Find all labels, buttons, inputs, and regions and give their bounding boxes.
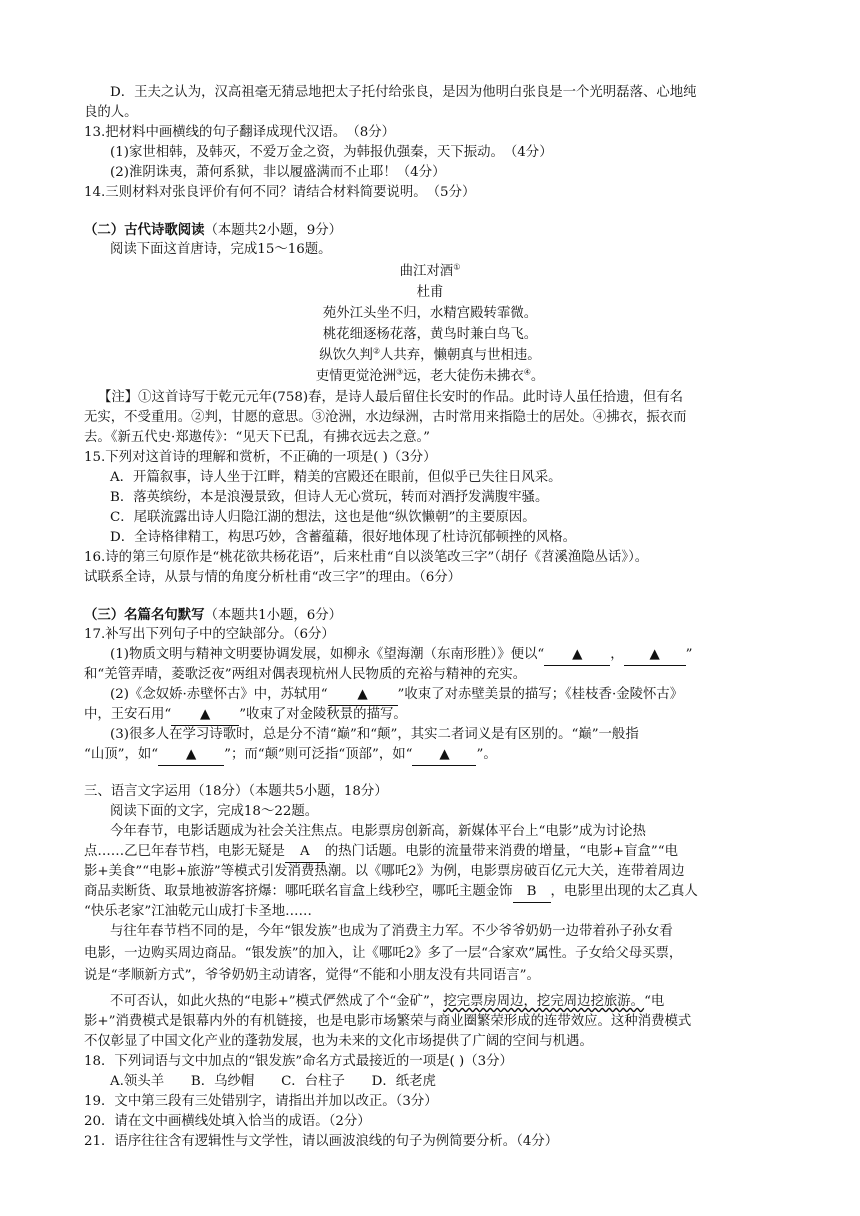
passage-p1-line3: 影+美食”“电影+旅游”等模式引发消费热潮。以《哪吒2》为例，电影票房破百亿元大关，连带着周边 — [84, 864, 685, 879]
poem-line-3-part-b: 人共弃，懒朝真与世相违。 — [380, 348, 541, 363]
passage-p1-line2 — [84, 842, 678, 863]
section-2-title: （二）古代诗歌阅读 — [84, 222, 205, 238]
section-3-note: （本题共1小题，6分） — [204, 608, 343, 623]
section-3-title: （三）名篇名句默写 — [84, 607, 205, 623]
q17-item-3-line2 — [84, 745, 497, 766]
poem-line-4-part-b: 远，老大徒伤未拂衣 — [403, 369, 524, 384]
poem-line-3 — [0, 346, 860, 366]
q17-item-2-line2 — [84, 705, 407, 726]
passage-p2-line1: 与往年春节档不同的是，今年“银发族”也成为了消费主力军。不少爷爷奶奶一边带着孙子孙女看 — [110, 924, 673, 939]
q15-stem: 15.下列对这首诗的理解和赏析，不正确的一项是( )（3分） — [84, 450, 437, 465]
passage-p3-line2: 影+”消费模式是银幕内外的有机链接，也是电影市场繁荣与商业圈繁荣形成的连带效应。这种消费模式 — [84, 1014, 692, 1029]
q17-item-3-text-c: ”；而“颠”则可泛指“顶部”，如“ — [224, 747, 413, 762]
poem-line-4-part-a: 吏情更觉沧洲 — [315, 369, 397, 384]
q17-item-1-line1 — [110, 645, 692, 666]
poem-note-line1: 【注】①这首诗写于乾元元年(758)春，是诗人最后留住长安时的作品。此时诗人虽任拾遗，但有名 — [98, 390, 684, 405]
q13-sentence-1: (1)家世相韩，及韩灭，不爱万金之资，为韩报仇强秦，天下振动。 （4分） — [110, 145, 553, 160]
q17-item-1-text-c: ” — [685, 647, 693, 662]
poem-note-line2: 无实，不受重用。②判，甘愿的意思。③沧洲，水边绿洲，古时常用来指隐士的居处。④拂衣，振衣而 — [84, 410, 687, 425]
passage-p3-line1 — [110, 992, 664, 1012]
poem-line-1: 苑外江头坐不归，水精宫殿转霏微。 — [322, 306, 538, 321]
q17-item-2-text-b: ”收束了对赤壁美景的描写；《桂枝香·金陵怀古》 — [397, 687, 684, 702]
q12-option-d-line1: D．王夫之认为，汉高祖毫无猜忌地把太子托付给张良，是因为他明白张良是一个光明磊落、心地纯 — [110, 85, 697, 100]
poem-note-line3: 去。《新五代史·郑遨传》：“见天下已乱，有拂衣远去之意。” — [84, 430, 431, 445]
q17-item-2-text-c: 中，王安石用“ — [84, 707, 172, 722]
poem-title — [0, 262, 860, 282]
section-2-note: （本题共2小题，9分） — [204, 223, 343, 238]
q20-stem: 20．请在文中画横线处填入恰当的成语。（2分） — [84, 1114, 371, 1129]
wavy-underlined-sentence: 挖完票房周边，挖完周边挖旅游。 — [443, 994, 645, 1009]
q19-stem: 19．文中第三段有三处错别字，请指出并加以改正。（3分） — [84, 1094, 438, 1109]
q16-line2: 试联系全诗，从景与情的角度分析杜甫“改三字”的理由。（6分） — [84, 570, 462, 585]
passage-p1-line5: “快乐老家”江油乾元山成打卡圣地…… — [84, 904, 312, 919]
q17-stem: 17.补写出下列句子中的空缺部分。（6分） — [84, 627, 335, 642]
q17-item-1-text-a: (1)物质文明与精神文明要协调发展，如柳永《望海潮（东南形胜）》便以“ — [110, 647, 545, 662]
answer-blank[interactable]: ▲ — [171, 705, 239, 726]
poem-line-2: 桃花细逐杨花落，黄鸟时兼白鸟飞。 — [322, 327, 538, 342]
passage-p3-line1-a: 不可否认，如此火热的“电影+”模式俨然成了个“金矿”， — [110, 994, 444, 1009]
q17-item-2-text-a: (2)《念奴娇·赤壁怀古》中，苏轼用“ — [110, 687, 328, 702]
passage-p2-line3: 说是“孝顺新方式”，爷爷奶奶主动请客，觉得“不能和小朋友没有共同语言”。 — [84, 968, 540, 983]
passage-p1-line4-b: ，电影里出现的太乙真人 — [550, 884, 698, 899]
answer-blank[interactable]: ▲ — [328, 685, 398, 706]
poem-line-3-part-a: 纵饮久判 — [319, 348, 373, 363]
q13-sentence-2: (2)淮阴诛夷，萧何系狱，非以履盛满而不止耶！（4分） — [110, 165, 446, 180]
passage-p1-line4 — [84, 882, 698, 903]
poem-author: 杜甫 — [416, 285, 444, 300]
passage-p1-line2-a: 点……乙巳年春节档，电影无疑是 — [84, 844, 285, 859]
answer-blank[interactable]: ▲ — [544, 645, 610, 666]
passage-blank-a[interactable]: A — [285, 842, 325, 863]
passage-p3-line3: 不仅彰显了中国文化产业的蓬勃发展，也为未来的文化市场提供了广阔的空间与机遇。 — [84, 1034, 593, 1049]
poem-line-4-part-c: 。 — [530, 369, 545, 384]
part-3-intro: 阅读下面的文字，完成18～22题。 — [110, 804, 319, 819]
poem-line-4 — [0, 367, 860, 387]
answer-blank[interactable]: ▲ — [624, 645, 686, 666]
passage-p2-line2: 电影，一边购买周边商品。“银发族”的加入，让《哪吒2》多了一层“合家欢”属性。子女给父母买票， — [84, 946, 683, 961]
answer-blank[interactable]: ▲ — [412, 745, 476, 766]
q17-item-3-text-b: “山顶”，如“ — [84, 747, 159, 762]
passage-p1-line4-a: 商品卖断货、取景地被游客挤爆：哪吒联名盲盒上线秒空，哪吒主题金饰 — [84, 884, 513, 899]
q15-option-d: D．全诗格律精工，构思巧妙，含蓄蕴藉，很好地体现了杜诗沉郁顿挫的风格。 — [110, 530, 577, 545]
q13-stem: 13.把材料中画横线的句子翻译成现代汉语。 （8分） — [84, 125, 396, 140]
passage-p1-line2-b: 的热门话题。电影的流量带来消费的增量，“电影+盲盒”“电 — [324, 844, 678, 859]
q15-option-c: C．尾联流露出诗人归隐江湖的想法，这也是他“纵饮懒朝”的主要原因。 — [110, 510, 536, 525]
q15-option-a: A．开篇叙事，诗人坐于江畔，精美的宫殿还在眼前，但似乎已失往日风采。 — [110, 470, 562, 485]
q16-line1: 16.诗的第三句原作是“桃花欲共杨花语”，后来杜甫“自以淡笔改三字”（胡仔《苕溪渔隐丛话》）。 — [84, 550, 649, 565]
part-3-heading: 三、语言文字运用（18分）（本题共5小题，18分） — [84, 784, 388, 799]
poem-line-3-footnote-mark: ② — [372, 346, 381, 356]
poem-line-4-footnote-mark: ③ — [396, 367, 404, 377]
q17-item-1-line2: 和“羌管弄晴，菱歌泛夜”两组对偶表现杭州人民物质的充裕与精神的充实。 — [84, 667, 527, 682]
q12-option-d-line2: 良的人。 — [84, 105, 138, 120]
section-2-heading — [84, 220, 342, 241]
q18-options: A.领头羊 B．乌纱帽 C．台柱子 D．纸老虎 — [110, 1074, 436, 1089]
q17-item-2-line1 — [110, 685, 683, 706]
poem-title-text: 曲江对酒 — [399, 264, 454, 279]
passage-blank-b[interactable]: B — [513, 882, 551, 903]
q17-item-1-text-b: ， — [610, 647, 624, 662]
q15-option-b: B．落英缤纷，本是浪漫景致，但诗人无心赏玩，转而对酒抒发满腹牢骚。 — [110, 490, 549, 505]
q17-item-3-line1: (3)很多人在学习诗歌时，总是分不清“巅”和“颠”，其实二者词义是有区别的。“巅”一般指 — [110, 727, 639, 742]
passage-p3-line1-b: “电 — [644, 994, 665, 1009]
q17-item-2-text-d: ”收束了对金陵秋景的描写。 — [239, 707, 407, 722]
q14-stem: 14.三则材料对张良评价有何不同？请结合材料简要说明。 （5分） — [84, 185, 476, 200]
section-2-intro: 阅读下面这首唐诗，完成15～16题。 — [110, 242, 332, 257]
q17-item-3-text-d: ”。 — [476, 747, 497, 762]
section-3-heading — [84, 605, 342, 626]
passage-p1-line1: 今年春节，电影话题成为社会关注焦点。电影票房创新高，新媒体平台上“电影”成为讨论热 — [110, 824, 646, 839]
poem-title-footnote-mark: ① — [453, 262, 461, 272]
q21-stem: 21．语序往往含有逻辑性与文学性，请以画波浪线的句子为例简要分析。（4分） — [84, 1134, 559, 1149]
q18-stem: 18．下列词语与文中加点的“银发族”命名方式最接近的一项是( )（3分） — [84, 1054, 513, 1069]
poem-line-4-footnote-mark-2: ④ — [523, 367, 531, 377]
answer-blank[interactable]: ▲ — [158, 745, 224, 766]
